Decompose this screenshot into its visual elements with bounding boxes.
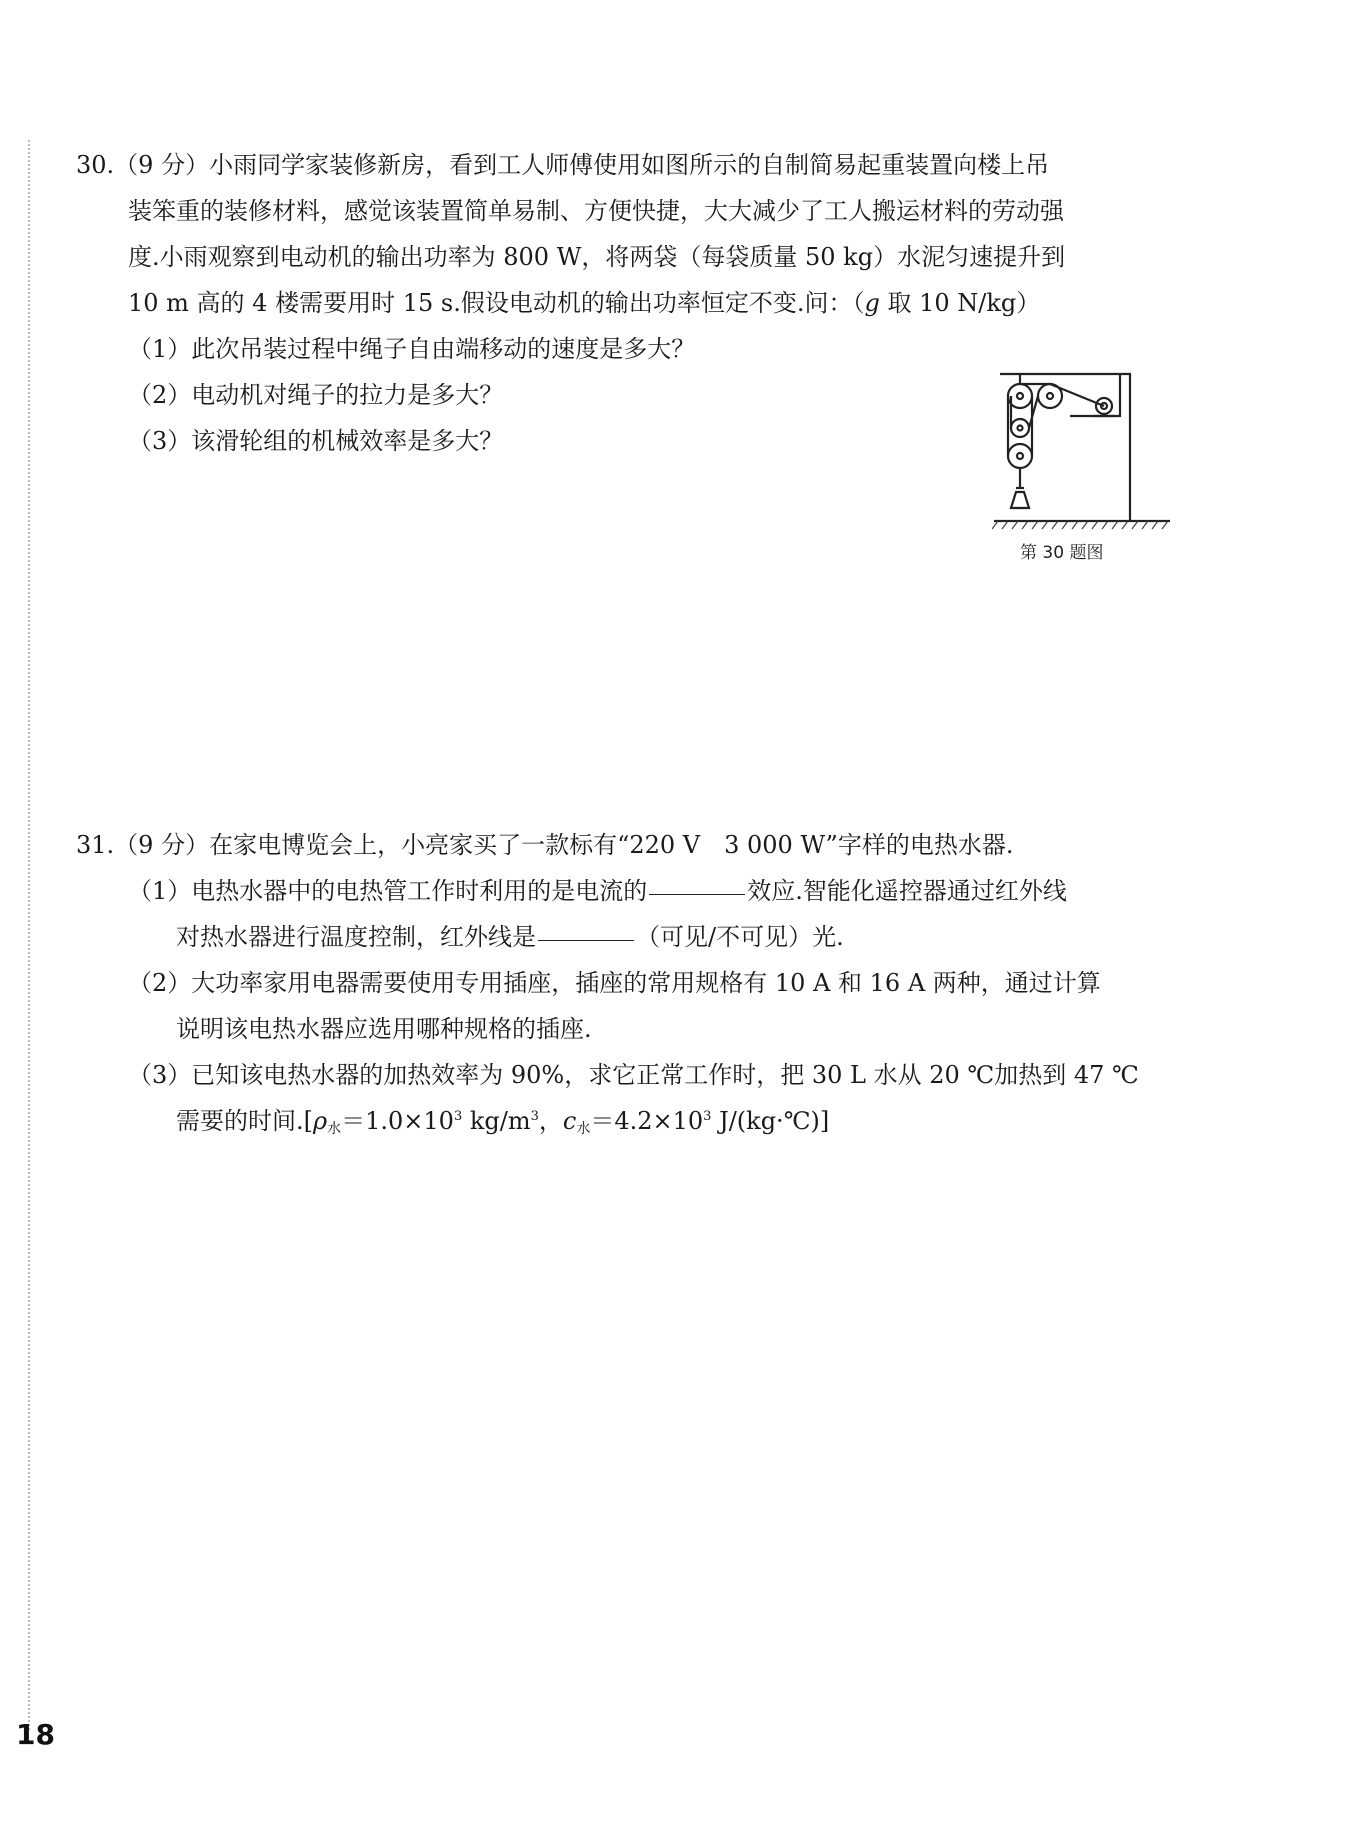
q31-subquestion-2-line-2: 说明该电热水器应选用哪种规格的插座. <box>176 1015 592 1043</box>
movable-pulley-large <box>1008 444 1032 468</box>
answer-blank-2[interactable] <box>538 939 634 941</box>
load-bag <box>1011 492 1029 508</box>
pulley-diagram <box>992 366 1172 536</box>
q31-subquestion-2-line-1: （2）大功率家用电器需要使用专用插座，插座的常用规格有 10 A 和 16 A 两种，通过计算 <box>128 969 1101 997</box>
q31-subquestion-1-line-1: （1）电热水器中的电热管工作时利用的是电流的 效应.智能化遥控器通过红外线 <box>128 877 1067 905</box>
answer-blank-1[interactable] <box>649 893 745 895</box>
q31-stem: 31.（9 分）在家电博览会上，小亮家买了一款标有“220 V 3 000 W”字样的电热水器. <box>76 831 1014 859</box>
q30-stem-line-2: 装笨重的装修材料，感觉该装置简单易制、方便快捷，大大减少了工人搬运材料的劳动强 <box>128 197 1064 225</box>
binding-margin-line <box>28 140 30 1730</box>
building-frame <box>1000 374 1130 521</box>
q30-subquestion-1: （1）此次吊装过程中绳子自由端移动的速度是多大？ <box>128 335 696 363</box>
q31-subquestion-3-line-1: （3）已知该电热水器的加热效率为 90%，求它正常工作时，把 30 L 水从 20 ℃加热到 47 ℃ <box>128 1061 1139 1089</box>
q30-subquestion-3: （3）该滑轮组的机械效率是多大？ <box>128 427 504 455</box>
movable-pulley-small <box>1011 419 1029 437</box>
q31-subquestion-1-line-2: 对热水器进行温度控制，红外线是 （可见/不可见）光. <box>176 923 844 951</box>
figure-caption: 第 30 题图 <box>1020 543 1104 563</box>
q30-subquestion-2: （2）电动机对绳子的拉力是多大？ <box>128 381 504 409</box>
q30-stem-line-4: 10 m 高的 4 楼需要用时 15 s.假设电动机的输出功率恒定不变.问：（g 取 10 N/kg） <box>128 289 1041 317</box>
pulley-hoist-figure <box>992 366 1172 536</box>
question-31 <box>76 822 1166 1144</box>
page-number: 18 <box>16 1718 55 1751</box>
q30-stem-line-3: 度.小雨观察到电动机的输出功率为 800 W，将两袋（每袋质量 50 kg）水泥匀速提升到 <box>128 243 1066 271</box>
q31-subquestion-3-line-2: 需要的时间$.[\rho_水=1.0\times 10^3$ $kg/m^3$，$c_水=4.2\times 10^3$ J/(kg·℃)] <box>176 1107 830 1137</box>
q30-stem-line-1: 30.（9 分）小雨同学家装修新房，看到工人师傅使用如图所示的自制简易起重装置向楼上吊 <box>76 151 1050 179</box>
